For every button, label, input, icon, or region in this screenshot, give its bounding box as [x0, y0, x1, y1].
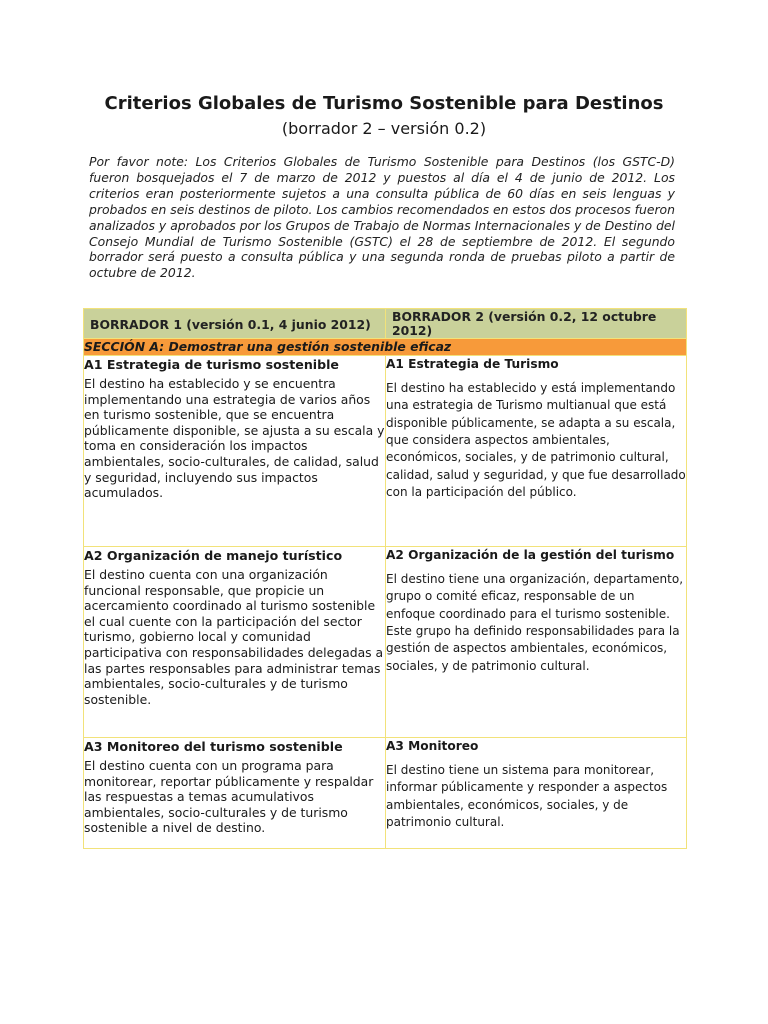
criterion-text: El destino ha establecido y se encuentra implementando una estrategia de varios años en turismo sostenible, que se encuentra públicamente disponible, se ajusta a su escala y toma en consideración los impactos ambientales, socio-culturales, de calidad, salud y seguridad, incluyendo sus impactos acumulados.	[84, 376, 385, 501]
criterion-cell-draft-2	[386, 738, 687, 849]
criterion-text: El destino ha establecido y está implementando una estrategia de Turismo multianual que está disponible públicamente, se adapta a su escala, que considera aspectos ambientales, económicos, sociales, y de patrimonio cultural, calidad, salud y seguridad, y que fue desarrollado con la participación del público.	[386, 380, 686, 500]
criterion-cell-draft-1	[84, 547, 386, 738]
header-draft-1: BORRADOR 1 (versión 0.1, 4 junio 2012)	[84, 309, 386, 339]
note-paragraph: Por favor note: Los Criterios Globales de Turismo Sostenible para Destinos (los GSTC-D) fueron bosquejados el 7 de marzo de 2012 y puestos al día el 4 de junio de 2012. Los criterios eran posteriormente sujetos a una consulta pública de 60 días en seis lenguas y probados en seis destinos de piloto. Los cambios recomendados en estos dos procesos fueron analizados y aprobados por los Grupos de Trabajo de Normas Internacionales y de Destino del Consejo Mundial de Turismo Sostenible (GSTC) el 28 de septiembre de 2012. El segundo borrador será puesto a consulta pública y una segunda ronda de pruebas piloto a partir de octubre de 2012.	[89, 154, 675, 281]
table-header-row	[84, 309, 687, 339]
criterion-cell-draft-2	[386, 356, 687, 547]
criteria-comparison-table	[83, 308, 687, 849]
table-row	[84, 356, 687, 547]
section-a-heading: SECCIÓN A: Demostrar una gestión sostenible eficaz	[84, 339, 687, 356]
document-title: Criterios Globales de Turismo Sostenible para Destinos	[104, 93, 664, 114]
table-row	[84, 547, 687, 738]
criterion-text: El destino cuenta con un programa para monitorear, reportar públicamente y respaldar las respuestas a temas acumulativos ambientales, socio-culturales y de turismo sostenible a nivel de destino.	[84, 758, 374, 836]
criterion-cell-draft-1	[84, 356, 386, 547]
criterion-title: A1 Estrategia de Turismo	[386, 357, 559, 371]
criterion-title: A2 Organización de manejo turístico	[84, 548, 343, 563]
criterion-text: El destino cuenta con una organización funcional responsable, que propicie un acercamiento coordinado al turismo sostenible el cual cuente con la participación del sector turismo, gobierno local y comunidad participativa con responsabilidades delegadas a las partes responsables para administrar temas ambientales, socio-culturales y de turismo sostenible.	[84, 567, 384, 707]
criterion-title: A2 Organización de la gestión del turismo	[386, 548, 675, 562]
section-a-row	[84, 339, 687, 356]
table-row	[84, 738, 687, 849]
criterion-text: El destino tiene un sistema para monitorear, informar públicamente y responder a aspectos ambientales, económicos, sociales, y de patrimonio cultural.	[386, 762, 668, 830]
criterion-text: El destino tiene una organización, departamento, grupo o comité eficaz, responsable de un enfoque coordinado para el turismo sostenible. Este grupo ha definido responsabilidades para la gestión de aspectos ambientales, económicos, sociales, y de patrimonio cultural.	[386, 571, 684, 673]
document-subtitle: (borrador 2 – versión 0.2)	[281, 119, 487, 138]
criterion-cell-draft-1	[84, 738, 386, 849]
criterion-title: A1 Estrategia de turismo sostenible	[84, 357, 339, 372]
header-draft-2: BORRADOR 2 (versión 0.2, 12 octubre 2012)	[386, 309, 687, 339]
criterion-title: A3 Monitoreo	[386, 739, 479, 753]
criterion-title: A3 Monitoreo del turismo sostenible	[84, 739, 343, 754]
criterion-cell-draft-2	[386, 547, 687, 738]
